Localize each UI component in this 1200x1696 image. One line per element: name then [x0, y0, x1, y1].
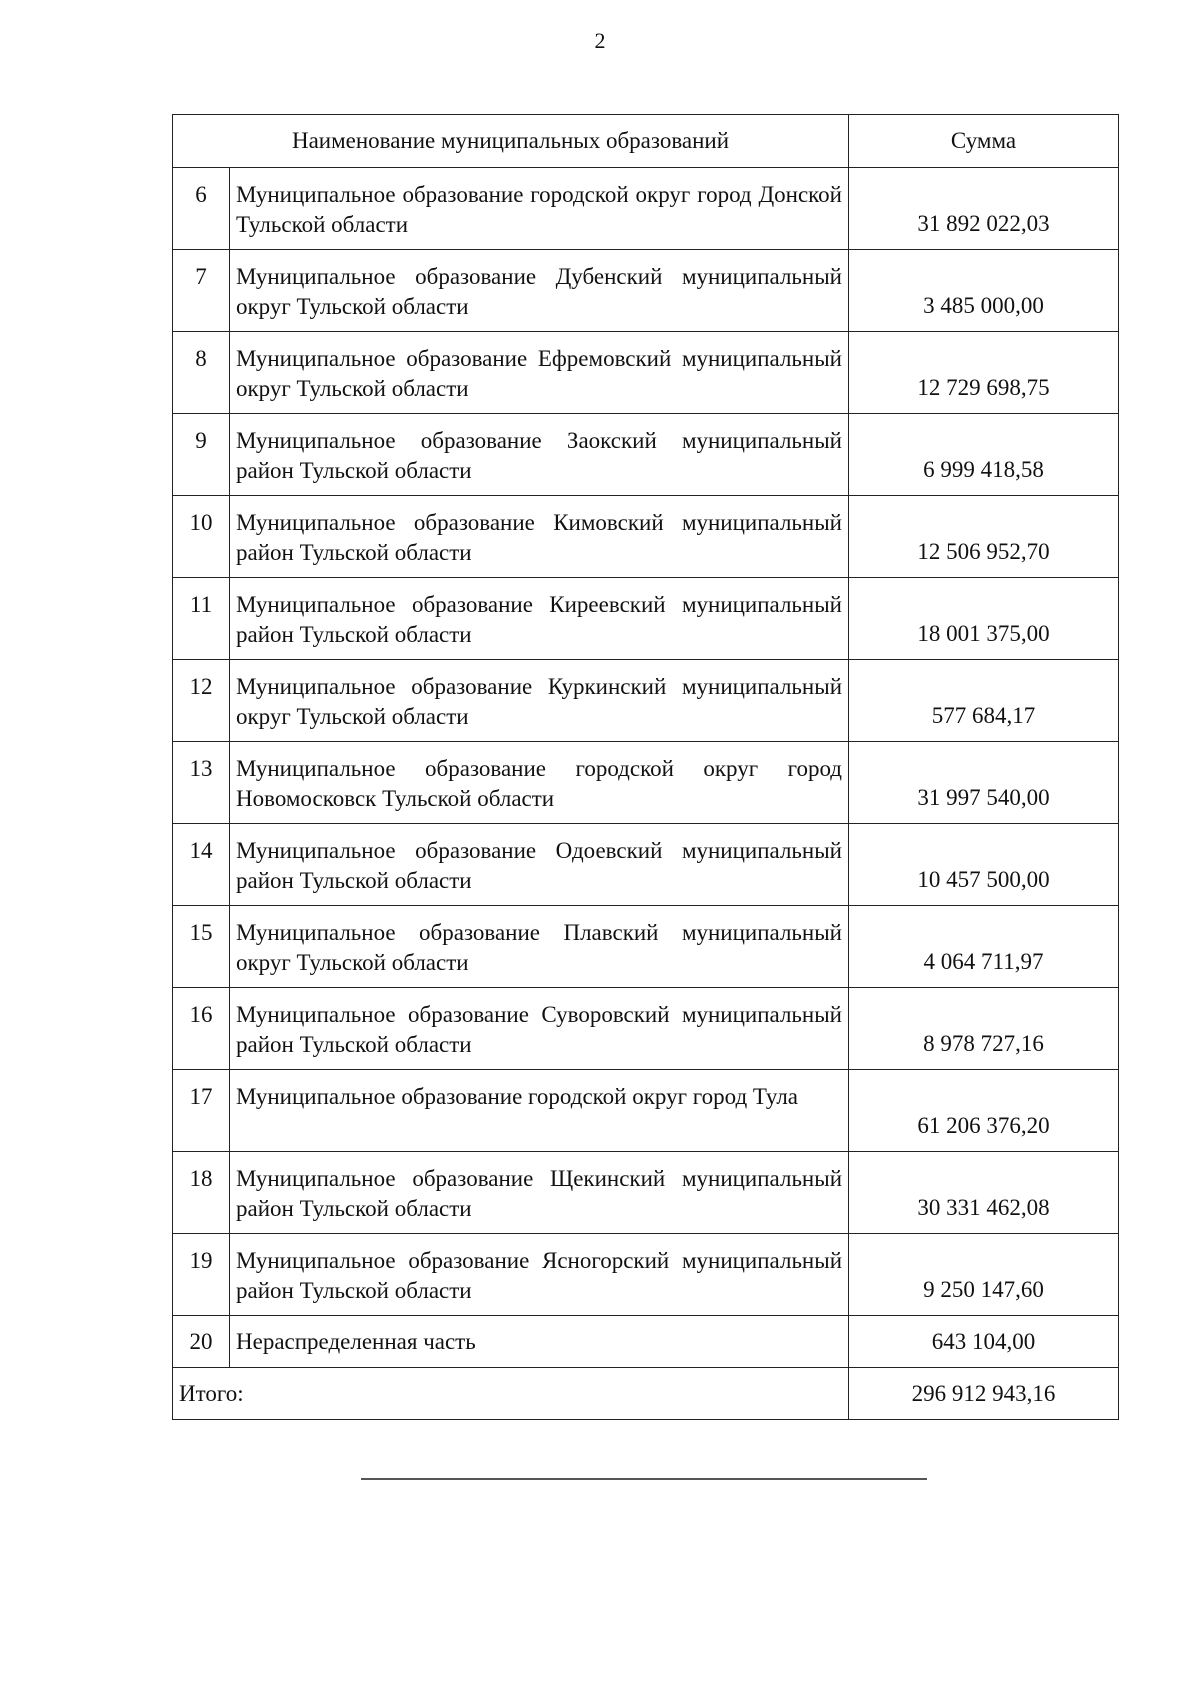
undistributed-row: [173, 1316, 1119, 1368]
row-number: 13: [173, 742, 230, 824]
row-name: Муниципальное образование Киреевский муниципальный район Тульской области: [230, 578, 849, 660]
row-name: Муниципальное образование Суворовский муниципальный район Тульской области: [230, 988, 849, 1070]
total-sum: 296 912 943,16: [849, 1368, 1119, 1420]
table-header-row: [173, 115, 1119, 168]
total-row: [173, 1368, 1119, 1420]
row-number: 7: [173, 250, 230, 332]
row-name: Муниципальное образование городской округ город Донской Тульской области: [230, 168, 849, 250]
row-sum: 9 250 147,60: [849, 1234, 1119, 1316]
header-sum: Сумма: [849, 115, 1119, 168]
row-number: 14: [173, 824, 230, 906]
row-sum: 10 457 500,00: [849, 824, 1119, 906]
row-name: Муниципальное образование Куркинский муниципальный округ Тульской области: [230, 660, 849, 742]
table-row: [173, 988, 1119, 1070]
table-row: [173, 414, 1119, 496]
end-divider: [361, 1478, 927, 1480]
row-number: 10: [173, 496, 230, 578]
table-row: [173, 578, 1119, 660]
table-row: [173, 332, 1119, 414]
row-name: Муниципальное образование Заокский муниципальный район Тульской области: [230, 414, 849, 496]
row-name: Муниципальное образование городской округ город Новомосковск Тульской области: [230, 742, 849, 824]
row-number: 11: [173, 578, 230, 660]
table-row: [173, 1234, 1119, 1316]
row-name: Муниципальное образование Щекинский муниципальный район Тульской области: [230, 1152, 849, 1234]
row-number: 6: [173, 168, 230, 250]
row-sum: 8 978 727,16: [849, 988, 1119, 1070]
row-sum: 12 506 952,70: [849, 496, 1119, 578]
row-sum: 31 892 022,03: [849, 168, 1119, 250]
table-row: [173, 1152, 1119, 1234]
row-name: Муниципальное образование Плавский муниципальный округ Тульской области: [230, 906, 849, 988]
row-number: 15: [173, 906, 230, 988]
table-row: [173, 660, 1119, 742]
row-sum: 18 001 375,00: [849, 578, 1119, 660]
row-name: Нераспределенная часть: [230, 1316, 849, 1368]
row-name: Муниципальное образование Кимовский муниципальный район Тульской области: [230, 496, 849, 578]
page-number: 2: [594, 28, 606, 53]
table-row: [173, 906, 1119, 988]
row-sum: 31 997 540,00: [849, 742, 1119, 824]
row-sum: 6 999 418,58: [849, 414, 1119, 496]
row-name: Муниципальное образование Одоевский муниципальный район Тульской области: [230, 824, 849, 906]
table-row: [173, 496, 1119, 578]
row-name: Муниципальное образование городской округ город Тула: [230, 1070, 849, 1152]
row-sum: 643 104,00: [849, 1316, 1119, 1368]
row-number: 16: [173, 988, 230, 1070]
row-number: 19: [173, 1234, 230, 1316]
row-name: Муниципальное образование Ефремовский муниципальный округ Тульской области: [230, 332, 849, 414]
row-name: Муниципальное образование Дубенский муниципальный округ Тульской области: [230, 250, 849, 332]
row-number: 9: [173, 414, 230, 496]
row-number: 20: [173, 1316, 230, 1368]
table-row: [173, 742, 1119, 824]
row-sum: 61 206 376,20: [849, 1070, 1119, 1152]
table-row: [173, 168, 1119, 250]
row-sum: 12 729 698,75: [849, 332, 1119, 414]
row-sum: 30 331 462,08: [849, 1152, 1119, 1234]
row-sum: 3 485 000,00: [849, 250, 1119, 332]
row-number: 18: [173, 1152, 230, 1234]
row-sum: 577 684,17: [849, 660, 1119, 742]
table-row: [173, 1070, 1119, 1152]
row-sum: 4 064 711,97: [849, 906, 1119, 988]
row-number: 17: [173, 1070, 230, 1152]
table-row: [173, 824, 1119, 906]
row-number: 12: [173, 660, 230, 742]
row-number: 8: [173, 332, 230, 414]
total-label: Итого:: [173, 1368, 849, 1420]
row-name: Муниципальное образование Ясногорский муниципальный район Тульской области: [230, 1234, 849, 1316]
header-name: Наименование муниципальных образований: [173, 115, 849, 168]
table-row: [173, 250, 1119, 332]
allocation-table: [172, 114, 1119, 1420]
